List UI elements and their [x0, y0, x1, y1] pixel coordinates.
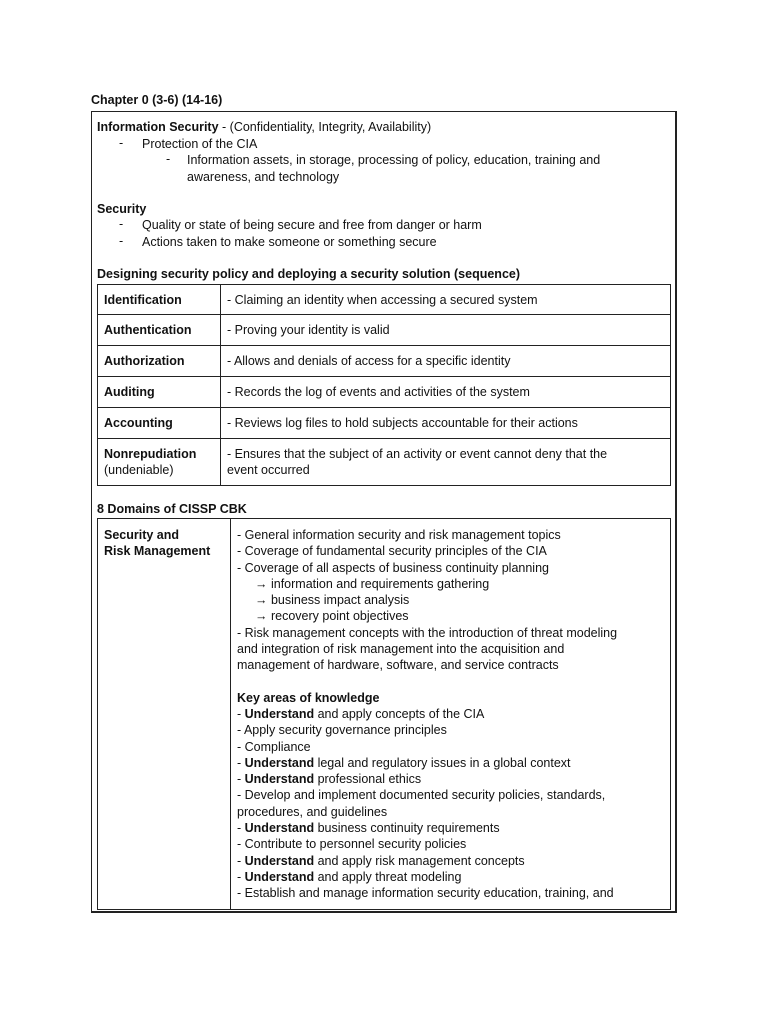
domain-desc-cell	[231, 519, 671, 910]
domain-line: - Coverage of fundamental security principles of the CIA	[237, 544, 547, 559]
key-area-line: - Develop and implement documented security policies, standards,	[237, 788, 606, 803]
key-area-line: - Understand professional ethics	[237, 772, 422, 787]
key-area-text: and apply concepts of the CIA	[314, 706, 485, 721]
table-row	[98, 439, 671, 486]
security-bullet-2: Actions taken to make someone or something secure	[142, 235, 437, 249]
step-desc: - Proving your identity is valid	[221, 315, 671, 346]
step-key: Authorization	[98, 346, 221, 377]
key-area-text: professional ethics	[314, 772, 422, 787]
step-key: Identification	[98, 285, 221, 315]
security-bullet-1: Quality or state of being secure and free from danger or harm	[142, 218, 482, 232]
key-area-line: - Compliance	[237, 739, 311, 754]
understand-word: Understand	[244, 755, 315, 770]
security-heading: Security	[97, 202, 147, 216]
infosec-heading: Information Security	[97, 120, 219, 134]
step-key: Auditing	[98, 377, 221, 408]
domain-arrow-line: → business impact analysis	[255, 593, 410, 608]
infosec-sub-bullet-cont: awareness, and technology	[187, 170, 340, 184]
step-desc: - Allows and denials of access for a specific identity	[221, 346, 671, 377]
domain-name: Security and	[104, 528, 180, 542]
table-row	[98, 408, 671, 439]
step-key: Nonrepudiation	[104, 447, 197, 461]
step-key-cell	[98, 439, 221, 486]
infosec-heading-line	[97, 119, 431, 135]
domain-line: - Coverage of all aspects of business continuity planning	[237, 560, 549, 575]
domain-line: management of hardware, software, and service contracts	[237, 658, 559, 673]
step-desc-cell	[221, 439, 671, 486]
domain-line: - Risk management concepts with the introduction of threat modeling	[237, 625, 618, 640]
domain-line: and integration of risk management into the acquisition and	[237, 642, 565, 657]
understand-word: Understand	[244, 772, 315, 787]
domain-arrow-line: → recovery point objectives	[255, 609, 409, 624]
infosec-bullet: Protection of the CIA	[142, 137, 258, 151]
domain-arrow-line: → information and requirements gathering	[255, 576, 490, 591]
step-desc: - Claiming an identity when accessing a secured system	[221, 285, 671, 315]
understand-word: Understand	[244, 853, 315, 868]
key-area-line: - Contribute to personnel security policies	[237, 837, 467, 852]
key-area-line: procedures, and guidelines	[237, 804, 388, 819]
table-row	[98, 346, 671, 377]
understand-word: Understand	[244, 869, 315, 884]
infosec-sub-bullet: Information assets, in storage, processing of policy, education, training and	[187, 153, 601, 167]
table-row	[98, 519, 671, 910]
key-area-text: and apply threat modeling	[314, 869, 462, 884]
domains-table	[97, 518, 671, 910]
step-desc-cont: event occurred	[227, 463, 310, 477]
domain-line: - General information security and risk management topics	[237, 528, 561, 542]
understand-word: Understand	[244, 821, 315, 836]
bullet-dash: -	[119, 234, 124, 248]
bullet-dash: -	[119, 217, 124, 231]
step-key: Accounting	[98, 408, 221, 439]
step-desc: - Reviews log files to hold subjects accountable for their actions	[221, 408, 671, 439]
key-areas-heading: Key areas of knowledge	[237, 690, 380, 705]
table-row	[98, 315, 671, 346]
step-key: Authentication	[98, 315, 221, 346]
key-area-text: business continuity requirements	[314, 821, 500, 836]
domains-heading: 8 Domains of CISSP CBK	[97, 502, 247, 516]
domain-name-cell	[98, 519, 231, 910]
key-area-line: - Establish and manage information security education, training, and	[237, 886, 614, 901]
step-key-sub: (undeniable)	[104, 463, 174, 477]
key-area-line: - Understand and apply concepts of the CIA	[237, 706, 485, 721]
key-area-line: - Understand and apply risk management concepts	[237, 853, 525, 868]
key-area-line: - Apply security governance principles	[237, 723, 447, 738]
domain-name-cont: Risk Management	[104, 544, 211, 558]
table-row	[98, 285, 671, 315]
infosec-heading-rest: - (Confidentiality, Integrity, Availability)	[218, 120, 432, 134]
key-area-text: legal and regulatory issues in a global context	[314, 755, 571, 770]
chapter-title: Chapter 0 (3-6) (14-16)	[91, 93, 223, 107]
steps-table	[97, 284, 671, 486]
key-area-text: and apply risk management concepts	[314, 853, 525, 868]
step-desc: - Ensures that the subject of an activity or event cannot deny that the	[227, 447, 608, 461]
key-area-line: - Understand and apply threat modeling	[237, 869, 462, 884]
table-row	[98, 377, 671, 408]
steps-heading: Designing security policy and deploying a security solution (sequence)	[97, 267, 521, 281]
step-desc: - Records the log of events and activities of the system	[221, 377, 671, 408]
key-area-line: - Understand legal and regulatory issues in a global context	[237, 755, 571, 770]
sub-bullet-dash: -	[166, 152, 171, 166]
understand-word: Understand	[244, 706, 315, 721]
key-area-line: - Understand business continuity requirements	[237, 821, 500, 836]
bullet-dash: -	[119, 136, 124, 150]
